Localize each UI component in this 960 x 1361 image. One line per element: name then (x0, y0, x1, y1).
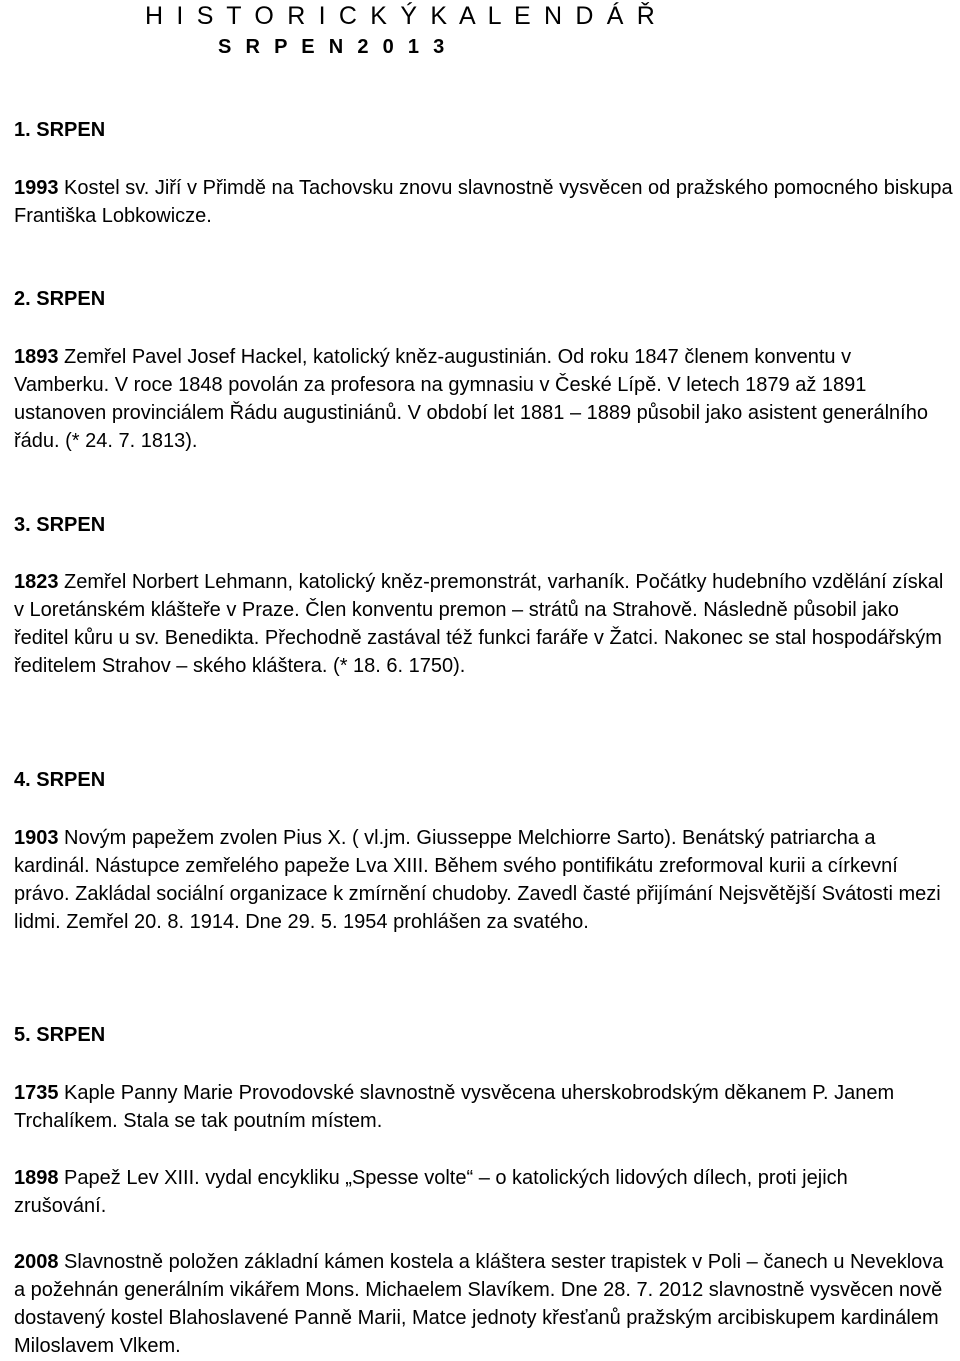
day-heading-2: 2. SRPEN (14, 288, 106, 310)
calendar-entry (14, 343, 942, 455)
calendar-entry (14, 1079, 914, 1135)
day-heading-4: 4. SRPEN (14, 769, 106, 791)
entry-year: 1735 (14, 1082, 59, 1104)
day-heading-3: 3. SRPEN (14, 514, 106, 536)
entry-year: 1898 (14, 1167, 59, 1189)
day-heading-1: 1. SRPEN (14, 119, 106, 141)
entry-text: Novým papežem zvolen Pius X. ( vl.jm. Giusseppe Melchiorre Sarto). Benátský patriarcha a kardinál. Nástupce zemřelého papeže Lva XIII. Během svého pontifikátu zreformoval kurii a církevní právo. Zakládal sociální organizace k zmírnění chudoby. Zavedl časté přijímání Nejsvětější Svátosti mezi lidmi. Zemřel 20. 8. 1914. Dne 29. 5. 1954 prohlášen za svatého. (14, 827, 941, 933)
entry-year: 1823 (14, 571, 59, 593)
entry-text: Kostel sv. Jiří v Přimdě na Tachovsku znovu slavnostně vysvěcen od pražského pomocného biskupa Františka Lobkowicze. (14, 177, 953, 227)
entry-year: 1903 (14, 827, 59, 849)
calendar-entry (14, 1248, 949, 1360)
entry-text: Kaple Panny Marie Provodovské slavnostně vysvěcena uherskobrodským děkanem P. Janem Trchalíkem. Stala se tak poutním místem. (14, 1082, 895, 1132)
calendar-entry (14, 568, 949, 680)
entry-text: Zemřel Pavel Josef Hackel, katolický kněz-augustinián. Od roku 1847 členem konventu v Vamberku. V roce 1848 povolán za profesora na gymnasiu v České Lípě. V letech 1879 až 1891 ustanoven provinciálem Řádu augustiniánů. V období let 1881 – 1889 působil jako asistent generálního řádu. (* 24. 7. 1813). (14, 346, 928, 452)
entry-year: 2008 (14, 1251, 59, 1273)
page-subtitle: S R P E N 2 0 1 3 (218, 36, 449, 58)
entry-year: 1993 (14, 177, 59, 199)
calendar-entry (14, 174, 954, 230)
day-heading-5: 5. SRPEN (14, 1024, 106, 1046)
entry-text: Papež Lev XIII. vydal encykliku „Spesse volte“ – o katolických lidových dílech, proti jejich zrušování. (14, 1167, 848, 1217)
page-title: H I S T O R I C K Ý K A L E N D Á Ř (145, 2, 659, 30)
entry-year: 1893 (14, 346, 59, 368)
entry-text: Slavnostně položen základní kámen kostela a kláštera sester trapistek v Poli – čanech u Neveklova a požehnán generálním vikářem Mons. Michaelem Slavíkem. Dne 28. 7. 2012 slavnostně vysvěcen nově dostavený kostel Blahoslavené Panně Marii, Matce jednoty křesťanů pražským arcibiskupem kardinálem Miloslavem Vlkem. (14, 1251, 944, 1357)
entry-text: Zemřel Norbert Lehmann, katolický kněz-premonstrát, varhaník. Počátky hudebního vzdělání získal v Loretánském klášteře v Praze. Člen konventu premon – strátů na Strahově. Následně působil jako ředitel kůru u sv. Benedikta. Přechodně zastával též funkci faráře v Žatci. Nakonec se stal hospodářským ředitelem Strahov – ského kláštera. (* 18. 6. 1750). (14, 571, 944, 677)
calendar-entry (14, 1164, 934, 1220)
calendar-entry (14, 824, 944, 936)
